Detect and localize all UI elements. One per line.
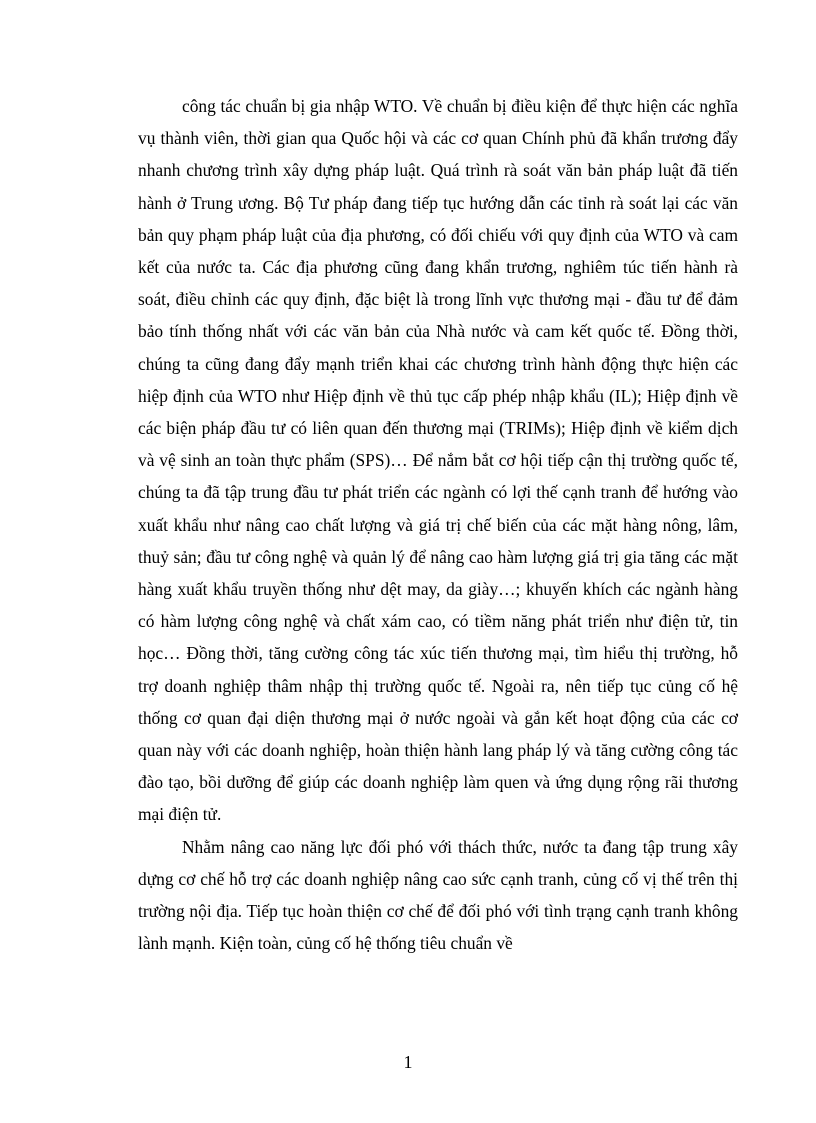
paragraph-1: công tác chuẩn bị gia nhập WTO. Về chuẩn bị điều kiện để thực hiện các nghĩa vụ thành viên, thời gian qua Quốc hội và các cơ quan Chính phủ đã khẩn trương đẩy nhanh chương trình xây dựng pháp luật. Quá trình rà soát văn bản pháp luật đã tiến hành ở Trung ương. Bộ Tư pháp đang tiếp tục hướng dẫn các tỉnh rà soát lại các văn bản quy phạm pháp luật của địa phương, có đối chiếu với quy định của WTO và cam kết của nước ta. Các địa phương cũng đang khẩn trương, nghiêm túc tiến hành rà soát, điều chỉnh các quy định, đặc biệt là trong lĩnh vực thương mại - đầu tư để đảm bảo tính thống nhất với các văn bản của Nhà nước và cam kết quốc tế. Đồng thời, chúng ta cũng đang đẩy mạnh triển khai các chương trình hành động thực hiện các hiệp định của WTO như Hiệp định về thủ tục cấp phép nhập khẩu (IL); Hiệp định về các biện pháp đầu tư có liên quan đến thương mại (TRIMs); Hiệp định về kiểm dịch và vệ sinh an toàn thực phẩm (SPS)… Để nắm bắt cơ hội tiếp cận thị trường quốc tế, chúng ta đã tập trung đầu tư phát triển các ngành có lợi thế cạnh tranh để hướng vào xuất khẩu như nâng cao chất lượng và giá trị chế biến của các mặt hàng nông, lâm, thuỷ sản; đầu tư công nghệ và quản lý để nâng cao hàm lượng giá trị gia tăng các mặt hàng xuất khẩu truyền thống như dệt may, da giày…; khuyến khích các ngành hàng có hàm lượng công nghệ và chất xám cao, có tiềm năng phát triển như điện tử, tin học… Đồng thời, tăng cường công tác xúc tiến thương mại, tìm hiểu thị trường, hỗ trợ doanh nghiệp thâm nhập thị trường quốc tế. Ngoài ra, nên tiếp tục củng cố hệ thống cơ quan đại diện thương mại ở nước ngoài và gắn kết hoạt động của các cơ quan này với các doanh nghiệp, hoàn thiện hành lang pháp lý và tăng cường công tác đào tạo, bồi dưỡng để giúp các doanh nghiệp làm quen và ứng dụng rộng rãi thương mại điện tử. [138, 96, 738, 825]
paragraph-2: Nhằm nâng cao năng lực đối phó với thách thức, nước ta đang tập trung xây dựng cơ chế hỗ trợ các doanh nghiệp nâng cao sức cạnh tranh, củng cố vị thế trên thị trường nội địa. Tiếp tục hoàn thiện cơ chế để đối phó với tình trạng cạnh tranh không lành mạnh. Kiện toàn, củng cố hệ thống tiêu chuẩn về [138, 836, 738, 954]
document-body [138, 90, 738, 959]
page-number: 1 [403, 1052, 413, 1072]
